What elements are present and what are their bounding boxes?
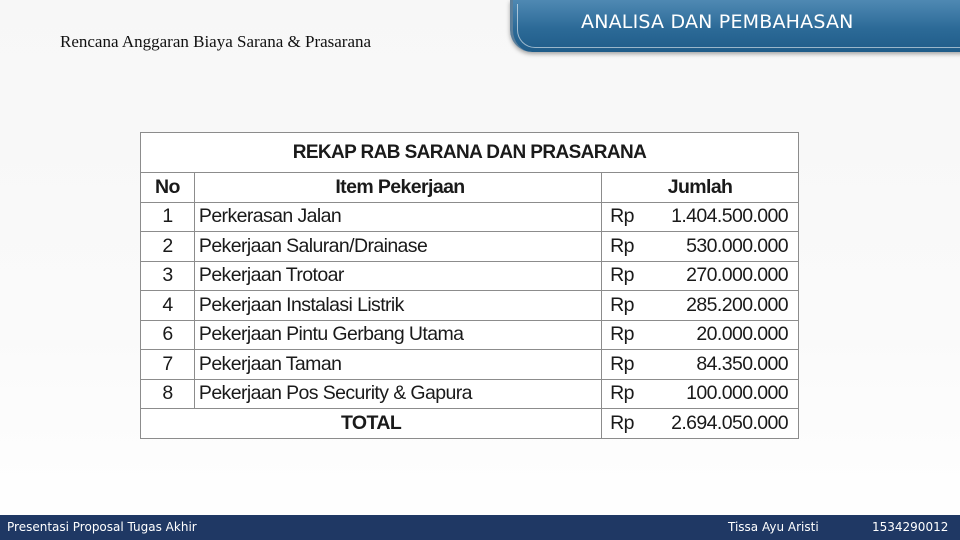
row-currency: Rp [602,232,650,262]
table-row [141,379,799,409]
header-item: Item Pekerjaan [194,173,601,203]
row-currency: Rp [602,261,650,291]
section-header-tab [510,0,960,52]
footer-bar [0,515,960,540]
total-currency: Rp [602,409,650,439]
table-row [141,320,799,350]
row-no: 4 [141,291,195,321]
row-value: 20.000.000 [650,320,799,350]
footer-author: Tissa Ayu Aristi [728,520,819,534]
table-total-row [141,409,799,439]
row-item: Perkerasan Jalan [194,202,601,232]
row-item: Pekerjaan Pos Security & Gapura [194,379,601,409]
row-value: 1.404.500.000 [650,202,799,232]
table-row [141,291,799,321]
row-no: 8 [141,379,195,409]
footer-student-id: 1534290012 [872,520,949,534]
row-no: 1 [141,202,195,232]
row-value: 84.350.000 [650,350,799,380]
table-row [141,232,799,262]
table-title: REKAP RAB SARANA DAN PRASARANA [141,133,799,173]
row-no: 2 [141,232,195,262]
row-no: 6 [141,320,195,350]
row-no: 3 [141,261,195,291]
header-no: No [141,173,195,203]
row-item: Pekerjaan Instalasi Listrik [194,291,601,321]
footer-presentation-title: Presentasi Proposal Tugas Akhir [7,520,197,534]
slide-subtitle: Rencana Anggaran Biaya Sarana & Prasarana [60,32,372,51]
row-no: 7 [141,350,195,380]
row-item: Pekerjaan Trotoar [194,261,601,291]
section-header-title: ANALISA DAN PEMBAHASAN [581,11,854,33]
row-item: Pekerjaan Pintu Gerbang Utama [194,320,601,350]
table-row [141,261,799,291]
row-item: Pekerjaan Saluran/Drainase [194,232,601,262]
rab-recap-table [140,132,799,439]
table-header-row [141,173,799,203]
total-label: TOTAL [141,409,602,439]
row-value: 285.200.000 [650,291,799,321]
row-value: 100.000.000 [650,379,799,409]
row-value: 270.000.000 [650,261,799,291]
row-value: 530.000.000 [650,232,799,262]
row-item: Pekerjaan Taman [194,350,601,380]
row-currency: Rp [602,291,650,321]
row-currency: Rp [602,202,650,232]
table-row [141,202,799,232]
table-title-row [141,133,799,173]
table-row [141,350,799,380]
row-currency: Rp [602,320,650,350]
header-amount: Jumlah [602,173,799,203]
row-currency: Rp [602,379,650,409]
row-currency: Rp [602,350,650,380]
total-value: 2.694.050.000 [650,409,799,439]
